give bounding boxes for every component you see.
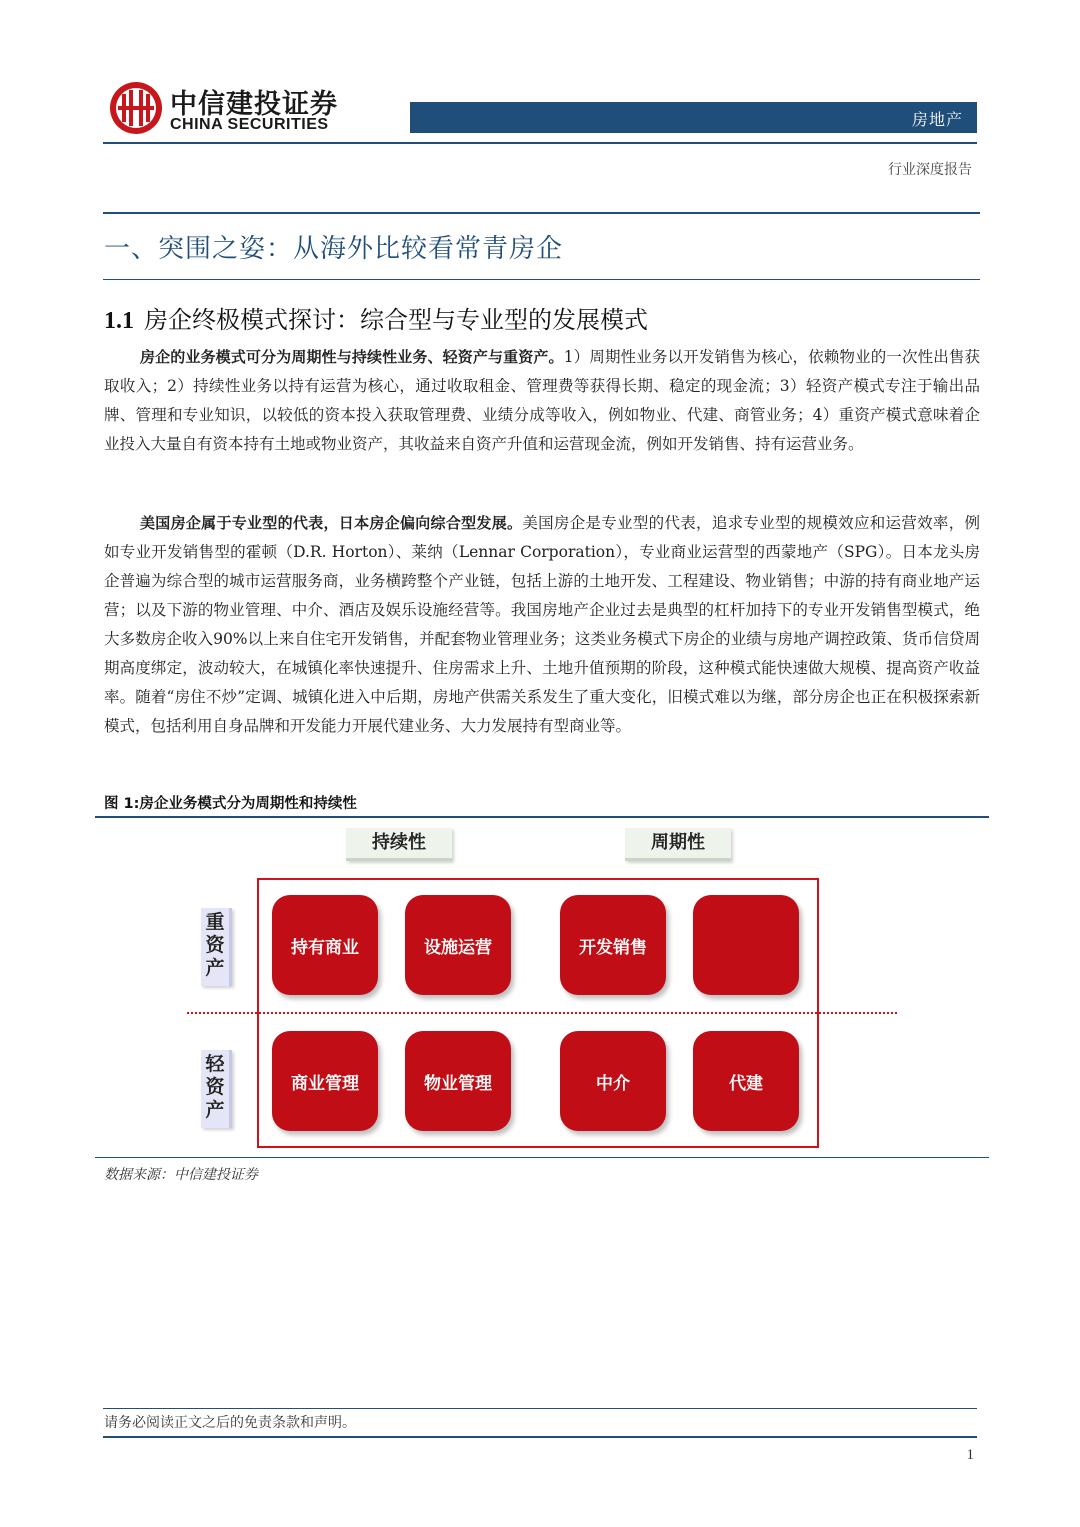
china-securities-logo-icon [108,80,164,136]
industry-label: 房地产 [911,110,963,129]
section-title-rule-top [103,212,980,214]
asset-divider-line [187,1012,897,1014]
subsection-number: 1.1 [104,308,134,334]
paragraph-lead: 房企的业务模式可分为周期性与持续性业务、轻资产与重资产。 [140,348,564,366]
paragraph-lead: 美国房企属于专业型的代表，日本房企偏向综合型发展。 [140,514,523,532]
header-rule [103,142,977,144]
tile-facility-operation: 设施运营 [405,895,511,995]
footer-rule-bottom [103,1436,977,1438]
body-paragraph [104,509,980,741]
tile-holding-commercial: 持有商业 [272,895,378,995]
tile-empty [693,895,799,995]
footer-rule-top [103,1408,977,1409]
body-paragraph [104,343,980,459]
tile-agent-construction: 代建 [693,1031,799,1131]
report-type: 行业深度报告 [888,162,972,178]
figure-source: 数据来源：中信建投证券 [104,1167,258,1183]
tile-brokerage: 中介 [560,1031,666,1131]
row-header-light-asset: 轻资产 [201,1050,232,1128]
tile-property-management: 物业管理 [405,1031,511,1131]
subsection-title [104,300,648,335]
subsection-title-text: 房企终极模式探讨：综合型与专业型的发展模式 [144,306,648,334]
paragraph-body: 美国房企是专业型的代表，追求专业型的规模效应和运营效率，例如专业开发销售型的霍顿（D.R. Horton）、莱纳（Lennar Corporation），专业商业运营型的西蒙地产（SPG）。日本龙头房企普遍为综合型的城市运营服务商，业务横跨整个产业链，包括上游的土地开发、工程建设、物业销售；中游的持有商业地产运营；以及下游的物业管理、中介、酒店及娱乐设施经营等。我国房地产企业过去是典型的杠杆加持下的专业开发销售型模式，绝大多数房企收入90%以上来自住宅开发销售，并配套物业管理业务；这类业务模式下房企的业绩与房地产调控政策、货币信贷周期高度绑定，波动较大，在城镇化率快速提升、住房需求上升、土地升值预期的阶段，这种模式能快速做大规模、提高资产收益率。随着“房住不炒”定调、城镇化进入中后期，房地产供需关系发生了重大变化，旧模式难以为继，部分房企也正在积极探索新模式，包括利用自身品牌和开发能力开展代建业务、大力发展持有型商业等。 [104,514,980,735]
column-header-sustainable: 持续性 [346,828,452,861]
figure-rule-bottom [95,1157,989,1158]
disclaimer: 请务必阅读正文之后的免责条款和声明。 [104,1415,356,1431]
logo-chinese-name: 中信建投证券 [170,89,338,120]
figure-title: 图 1:房企业务模式分为周期性和持续性 [104,796,357,812]
page-number: 1 [966,1447,974,1463]
figure-rule-top [95,816,989,818]
paragraph-body: 1）周期性业务以开发销售为核心，依赖物业的一次性出售获取收入；2）持续性业务以持有运营为核心，通过收取租金、管理费等获得长期、稳定的现金流；3）轻资产模式专注于输出品牌、管理和专业知识，以较低的资本投入获取管理费、业绩分成等收入，例如物业、代建、商管业务；4）重资产模式意味着企业投入大量自有资本持有土地或物业资产，其收益来自资产升值和运营现金流，例如开发销售、持有运营业务。 [104,348,980,453]
column-header-cyclical: 周期性 [625,828,731,861]
industry-banner [410,102,977,133]
row-header-heavy-asset: 重资产 [201,908,232,986]
logo-english-name: CHINA SECURITIES [170,116,329,133]
section-title: 一、突围之姿：从海外比较看常青房企 [104,234,564,264]
tile-commercial-management: 商业管理 [272,1031,378,1131]
tile-development-sales: 开发销售 [560,895,666,995]
section-title-rule-bottom [103,279,980,280]
